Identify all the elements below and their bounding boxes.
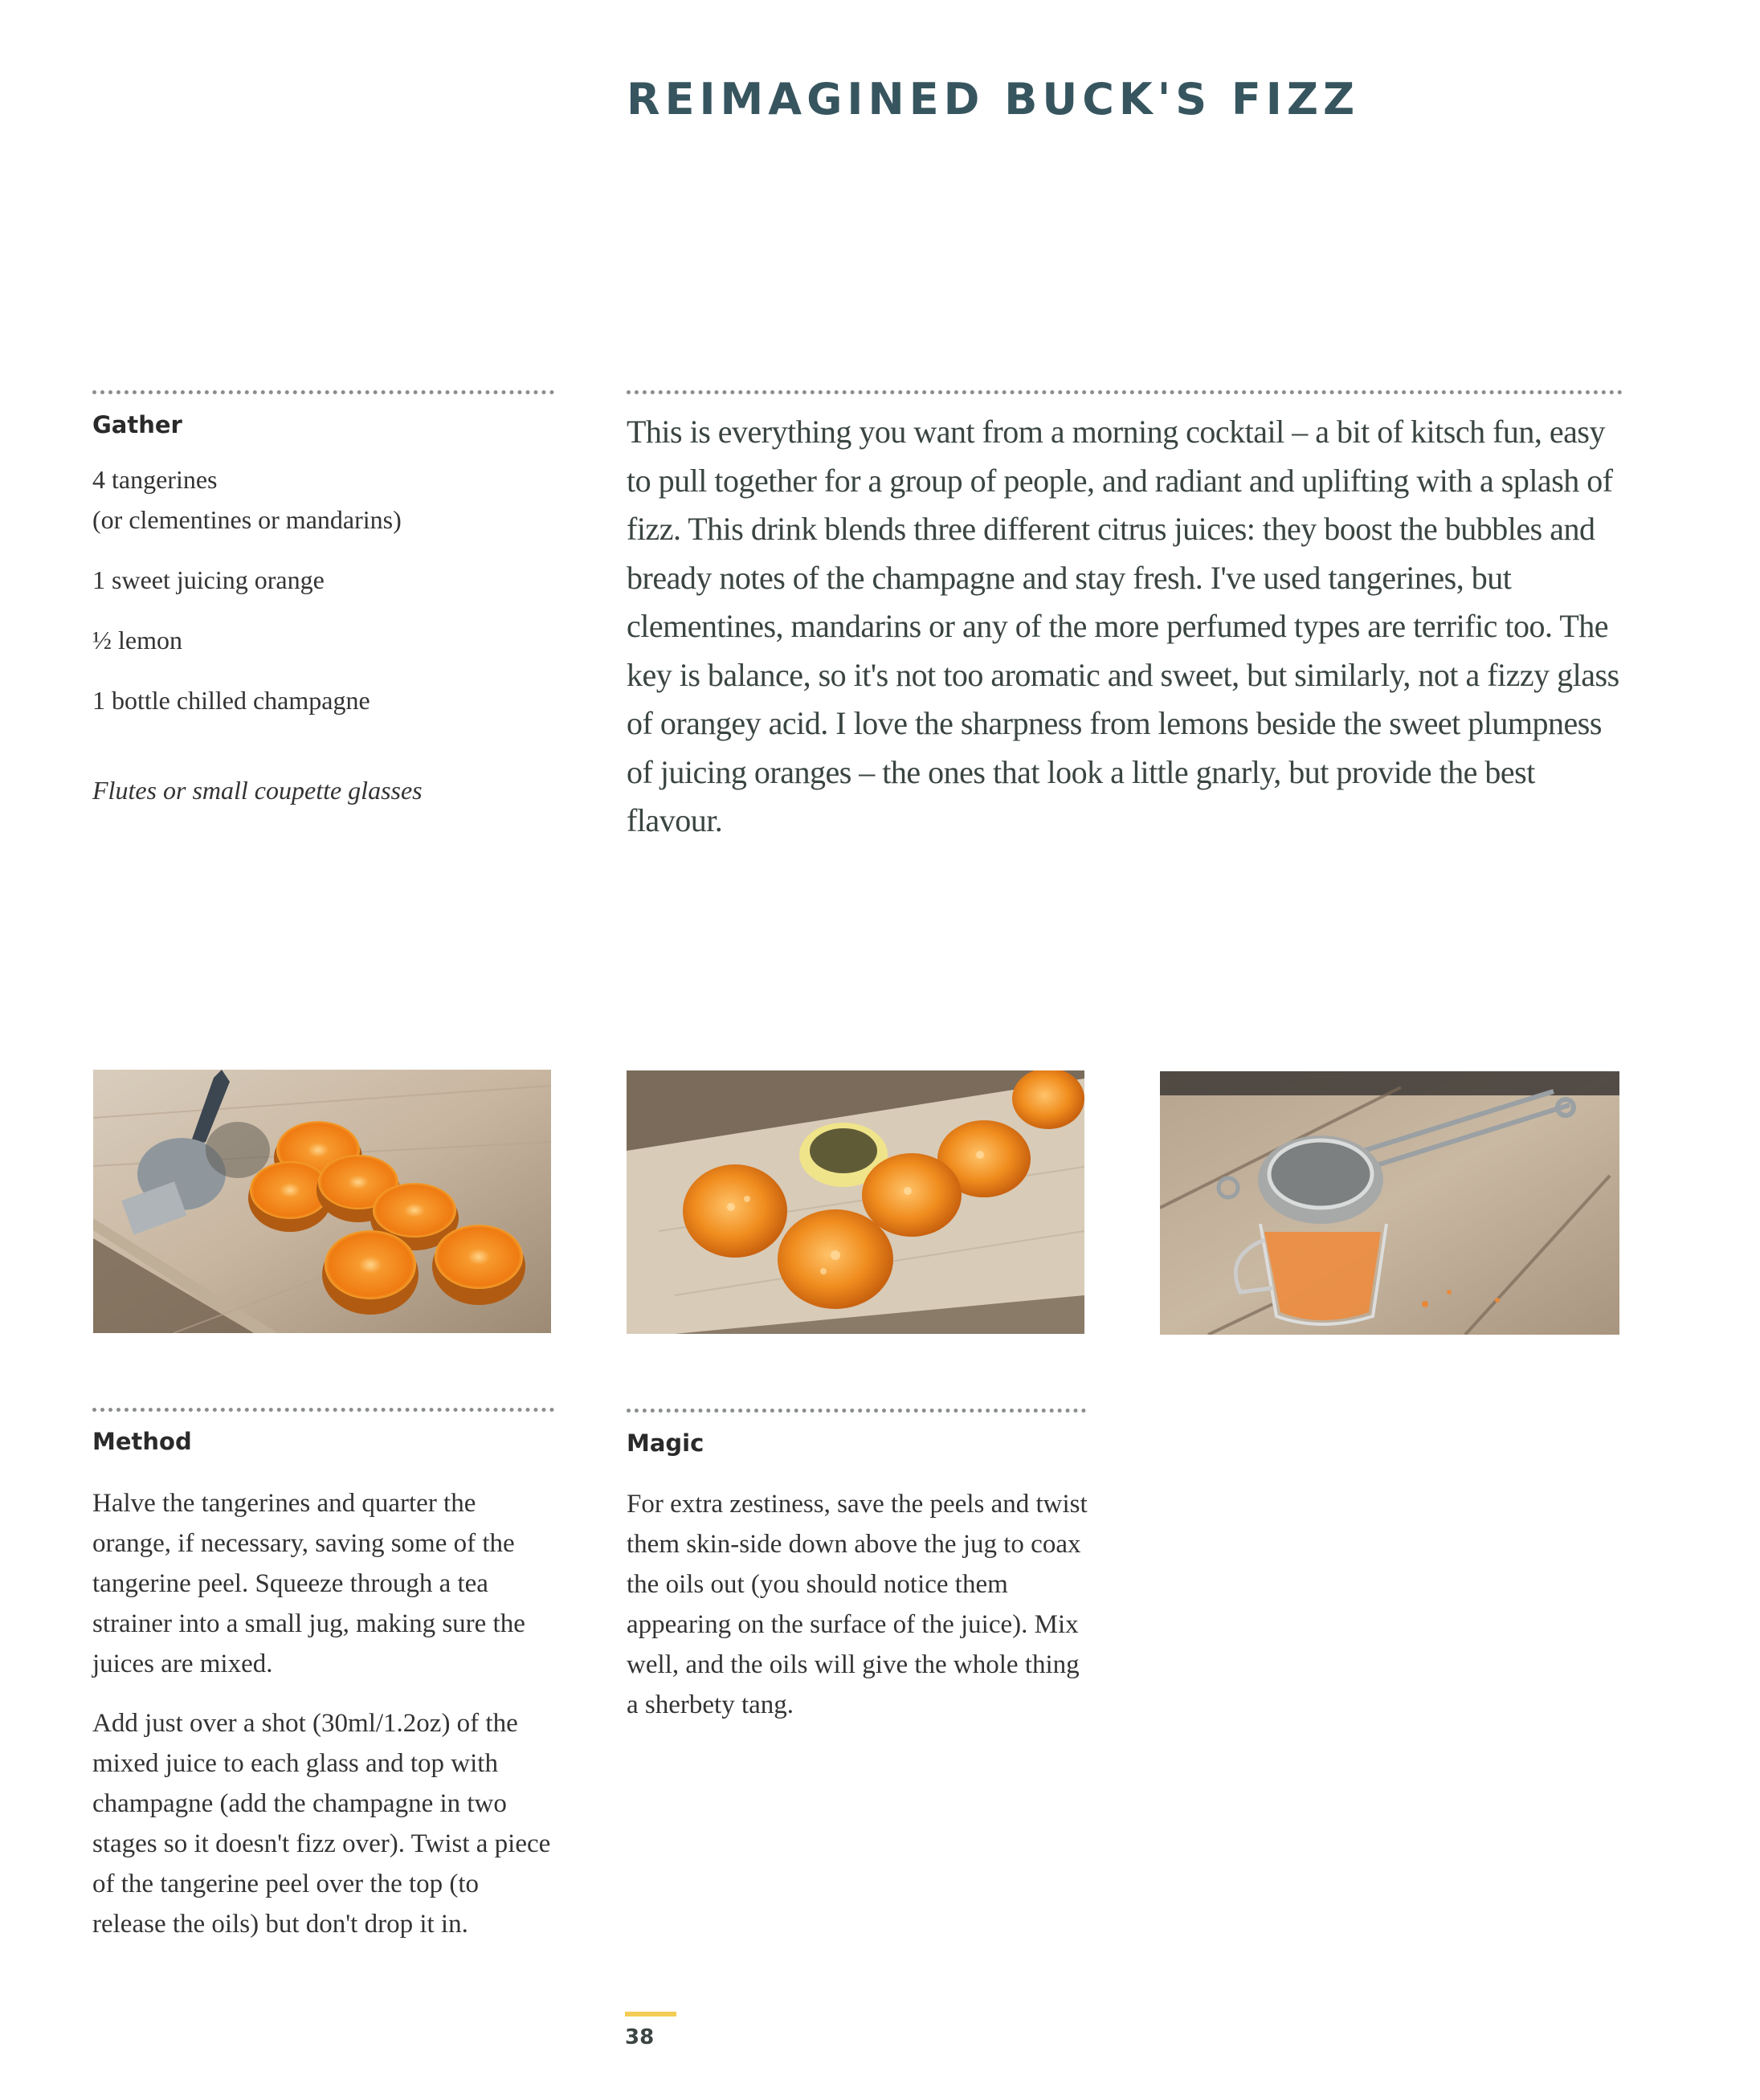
method-steps	[92, 1483, 558, 1944]
halved-tangerines-and-juicer-photo	[93, 1070, 551, 1333]
recipe-intro: This is everything you want from a morning cocktail – a bit of kitsch fun, easy to pull together for a group of people, and radiant and uplifting with a splash of fizz. This drink blends three different citrus juices: they boost the bubbles and bready notes of the champagne and stay fresh. I've used tangerines, but clementines, mandarins or any of the more perfumed types are terrific too. The key is balance, so it's not too aromatic and sweet, but similarly, not a fizzy glass of orangey acid. I love the sharpness from lemons beside the sweet plumpness of juicing oranges – the ones that look a little gnarly, but provide the best flavour.	[627, 414, 1619, 838]
equipment-note: Flutes or small coupette glasses	[92, 776, 423, 805]
ingredient-name: 1 sweet juicing orange	[92, 565, 325, 594]
magic-tip	[627, 1484, 1092, 1725]
ingredient-item	[92, 459, 558, 540]
method-step: Halve the tangerines and quarter the orange, if necessary, saving some of the tangerine peel. Squeeze through a tea strainer into a small jug, making sure the juices are mixed.	[92, 1489, 525, 1678]
method-heading: Method	[92, 1428, 192, 1455]
ingredient-list	[92, 459, 558, 810]
recipe-title: REIMAGINED BUCK'S FIZZ	[627, 74, 1360, 125]
magic-divider	[627, 1409, 1086, 1413]
magic-paragraph: For extra zestiness, save the peels and twist them skin-side down above the jug to coax the oils out (you should notice them appearing on the surface of the juice). Mix well, and the oils will give the whole thing a sherbety tang.	[627, 1490, 1088, 1719]
method-step: Add just over a shot (30ml/1.2oz) of the mixed juice to each glass and top with champagne (add the champagne in two stages so it doesn't fizz over). Twist a piece of the tangerine peel over the top (to release the oils) but don't drop it in.	[92, 1709, 551, 1939]
page-number: 38	[625, 2025, 655, 2049]
strainer-over-jug-photo	[1160, 1071, 1619, 1335]
magic-heading: Magic	[627, 1429, 704, 1457]
gather-heading: Gather	[92, 411, 182, 438]
intro-divider	[627, 390, 1623, 394]
page-number-accent-bar	[625, 2012, 676, 2016]
gather-divider	[92, 390, 554, 394]
ingredient-alternatives: (or clementines or mandarins)	[92, 505, 402, 534]
ingredient-item	[92, 560, 558, 600]
method-divider	[92, 1408, 554, 1412]
ingredient-item	[92, 680, 558, 720]
ingredient-item	[92, 620, 558, 660]
ingredient-name: 1 bottle chilled champagne	[92, 686, 370, 715]
ingredient-name: 4 tangerines	[92, 465, 218, 494]
squeezed-citrus-halves-photo	[627, 1070, 1084, 1334]
ingredient-name: ½ lemon	[92, 626, 182, 654]
